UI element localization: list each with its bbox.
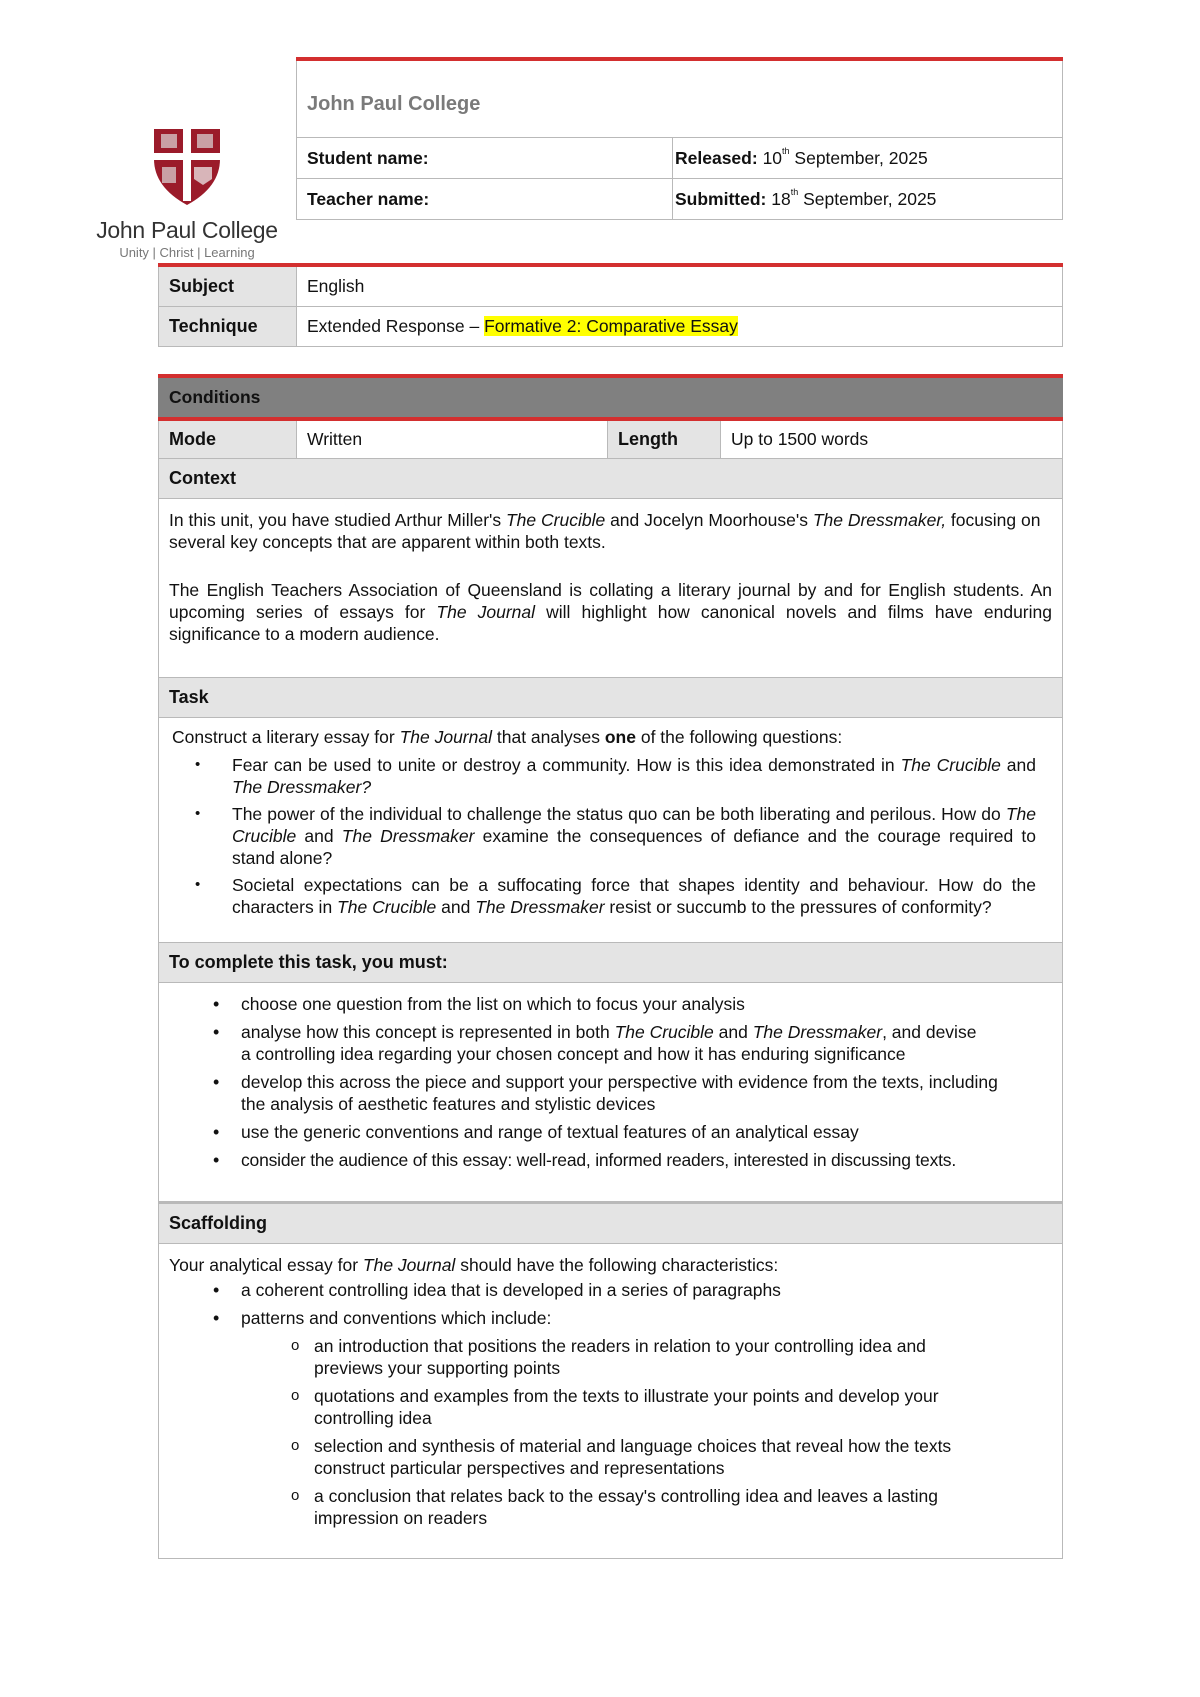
school-title-cell <box>297 59 1063 138</box>
question-text: resist or succumb to the pressures of conformity? <box>604 896 992 917</box>
task-question <box>169 754 1036 798</box>
scaffold-list <box>169 1279 1052 1329</box>
logo-motto: Unity | Christ | Learning <box>119 245 255 260</box>
task-heading-cell <box>159 677 1063 717</box>
task-emphasis: one <box>604 726 636 747</box>
technique-label: Technique <box>169 316 258 336</box>
circle-bullet-icon: o <box>291 1486 300 1504</box>
conditions-heading: Conditions <box>169 387 261 407</box>
must-item <box>169 993 1058 1015</box>
task-question-list <box>169 754 1036 918</box>
mode-value: Written <box>307 428 363 449</box>
college-crest-icon <box>92 125 282 215</box>
subject-value: English <box>307 276 365 296</box>
must-heading-cell <box>159 942 1063 982</box>
bullet-icon: • <box>213 1307 220 1328</box>
student-name-label: Student name: <box>307 147 429 168</box>
task-question <box>169 803 1036 869</box>
scaffold-text: quotations and examples from the texts to illustrate your points and develop your controlling idea <box>314 1385 939 1428</box>
must-item <box>169 1021 1058 1065</box>
context-text: The English Teachers Association of Queensland is collating a literary journal by and for English students. An upcoming series of essays for <box>169 579 1052 622</box>
must-text: , and devise a controlling idea regarding your chosen concept and how it has enduring significance <box>241 1021 977 1064</box>
mode-label-cell <box>159 419 297 458</box>
conditions-heading-cell <box>159 376 1063 419</box>
question-text: Fear can be used to unite or destroy a community. How is this idea demonstrated in <box>232 754 901 775</box>
length-label: Length <box>618 428 678 449</box>
technique-value-cell <box>297 307 1063 347</box>
bullet-icon: • <box>213 1071 220 1092</box>
title-crucible: The Crucible <box>337 896 437 917</box>
technique-label-cell <box>159 307 297 347</box>
context-paragraph-1 <box>169 509 1052 553</box>
bullet-icon: • <box>195 804 201 822</box>
bullet-icon: • <box>213 993 220 1014</box>
scaffold-intro <box>169 1254 1052 1276</box>
scaffold-item <box>169 1279 1052 1301</box>
submitted-label: Submitted: <box>675 188 767 209</box>
title-journal: The Journal <box>399 726 492 747</box>
question-text: and <box>436 896 476 917</box>
title-dressmaker: The Dressmaker? <box>232 776 372 797</box>
logo-wordmark: John Paul College <box>96 217 278 243</box>
question-text: The power of the individual to challenge the status quo can be both liberating and perilous. How do <box>232 803 1006 824</box>
title-crucible: The Crucible <box>900 754 1001 775</box>
must-item <box>169 1121 1058 1143</box>
college-logo <box>92 125 282 265</box>
title-dressmaker: The Dressmaker <box>752 1021 883 1042</box>
task-text: of the following questions: <box>635 726 843 747</box>
context-heading-cell <box>159 458 1063 498</box>
context-body-cell <box>159 498 1063 677</box>
subject-label-cell <box>159 265 297 307</box>
subject-label: Subject <box>169 276 235 296</box>
must-text: consider the audience of this essay: well-read, informed readers, interested in discussing texts. <box>241 1149 957 1170</box>
released-day: 10 <box>762 147 783 168</box>
context-heading: Context <box>169 467 236 488</box>
must-text: develop this across the piece and support your perspective with evidence from the texts, including the analysis of aesthetic features and stylistic devices <box>241 1071 998 1114</box>
scaffold-item <box>169 1307 1052 1329</box>
released-suffix: th <box>782 145 790 156</box>
scaffold-text: a conclusion that relates back to the essay's controlling idea and leaves a lasting impression on readers <box>314 1485 938 1528</box>
question-text: Societal expectations can be a suffocating force that shapes identity and behaviour. How do the characters in <box>232 874 1036 917</box>
bullet-icon: • <box>213 1021 220 1042</box>
scaffold-text: Your analytical essay for <box>169 1254 363 1275</box>
title-dressmaker: The Dressmaker, <box>812 509 947 530</box>
teacher-name-label: Teacher name: <box>307 188 430 209</box>
context-text: will highlight how canonical novels and films have enduring significance to a modern audience. <box>169 601 1052 644</box>
scaffold-heading-cell <box>159 1202 1063 1243</box>
must-text: analyse how this concept is represented in both <box>241 1021 615 1042</box>
bullet-icon: • <box>213 1149 220 1170</box>
scaffold-body-cell <box>159 1243 1063 1558</box>
scaffold-sublist <box>169 1335 1052 1529</box>
teacher-name-cell[interactable] <box>297 179 673 220</box>
bullet-icon: • <box>213 1279 220 1300</box>
task-question <box>169 874 1036 918</box>
must-text: use the generic conventions and range of textual features of an analytical essay <box>241 1121 859 1142</box>
must-item <box>169 1149 1058 1171</box>
scaffold-text: patterns and conventions which include: <box>241 1307 552 1328</box>
title-crucible: The Crucible <box>614 1021 714 1042</box>
released-label: Released: <box>675 147 758 168</box>
scaffold-text: selection and synthesis of material and language choices that reveal how the texts construct particular perspectives and representations <box>314 1435 952 1478</box>
submitted-rest: September, 2025 <box>798 188 937 209</box>
released-rest: September, 2025 <box>789 147 928 168</box>
school-title: John Paul College <box>307 92 481 115</box>
scaffold-subitem <box>169 1385 1052 1429</box>
context-paragraph-2 <box>169 579 1052 645</box>
must-item <box>169 1071 1058 1115</box>
title-crucible: The Crucible <box>505 509 606 530</box>
must-body-cell <box>159 982 1063 1202</box>
title-journal: The Journal <box>362 1254 456 1275</box>
task-text: that analyses <box>492 726 605 747</box>
subject-value-cell <box>297 265 1063 307</box>
header-table <box>296 57 1063 220</box>
title-journal: The Journal <box>436 601 536 622</box>
title-crucible: The Crucible <box>232 803 1036 846</box>
submitted-suffix: th <box>790 186 799 197</box>
mode-value-cell <box>297 419 608 458</box>
context-text: In this unit, you have studied Arthur Miller's <box>169 509 506 530</box>
must-list <box>169 993 1058 1171</box>
submitted-cell <box>673 179 1063 220</box>
question-text: and <box>296 825 342 846</box>
mode-label: Mode <box>169 428 216 449</box>
context-text: and Jocelyn Moorhouse's <box>605 509 813 530</box>
scaffold-text: should have the following characteristics: <box>455 1254 779 1275</box>
circle-bullet-icon: o <box>291 1436 300 1454</box>
bullet-icon: • <box>213 1121 220 1142</box>
length-label-cell <box>608 419 721 458</box>
task-body-cell <box>159 717 1063 942</box>
title-dressmaker: The Dressmaker <box>475 896 605 917</box>
circle-bullet-icon: o <box>291 1336 300 1354</box>
student-name-cell[interactable] <box>297 138 673 179</box>
must-text: and <box>713 1021 753 1042</box>
scaffold-text: a coherent controlling idea that is developed in a series of paragraphs <box>241 1279 781 1300</box>
circle-bullet-icon: o <box>291 1386 300 1404</box>
submitted-day: 18 <box>771 188 791 209</box>
scaffold-subitem <box>169 1435 1052 1479</box>
context-text: focusing on several key concepts that are apparent within both texts. <box>169 509 1041 552</box>
question-text: examine the consequences of defiance and the courage required to stand alone? <box>232 825 1036 868</box>
task-heading: Task <box>169 686 209 707</box>
must-text: choose one question from the list on which to focus your analysis <box>241 993 745 1014</box>
scaffold-heading: Scaffolding <box>169 1212 267 1233</box>
question-text: and <box>1000 754 1036 775</box>
must-heading: To complete this task, you must: <box>169 951 448 972</box>
scaffold-subitem <box>169 1485 1052 1529</box>
technique-highlight: Formative 2: Comparative Essay <box>484 316 738 336</box>
title-dressmaker: The Dressmaker <box>341 825 475 846</box>
scaffold-text: an introduction that positions the readers in relation to your controlling idea and previews your supporting points <box>314 1335 926 1378</box>
bullet-icon: • <box>195 875 201 893</box>
scaffold-subitem <box>169 1335 1052 1379</box>
length-value: Up to 1500 words <box>731 428 869 449</box>
task-text: Construct a literary essay for <box>172 726 400 747</box>
task-intro <box>169 726 1036 748</box>
bullet-icon: • <box>195 755 201 773</box>
length-value-cell <box>721 419 1063 458</box>
subject-table <box>158 263 1063 347</box>
technique-prefix: Extended Response – <box>307 316 485 336</box>
conditions-table <box>158 374 1063 1559</box>
released-cell <box>673 138 1063 179</box>
